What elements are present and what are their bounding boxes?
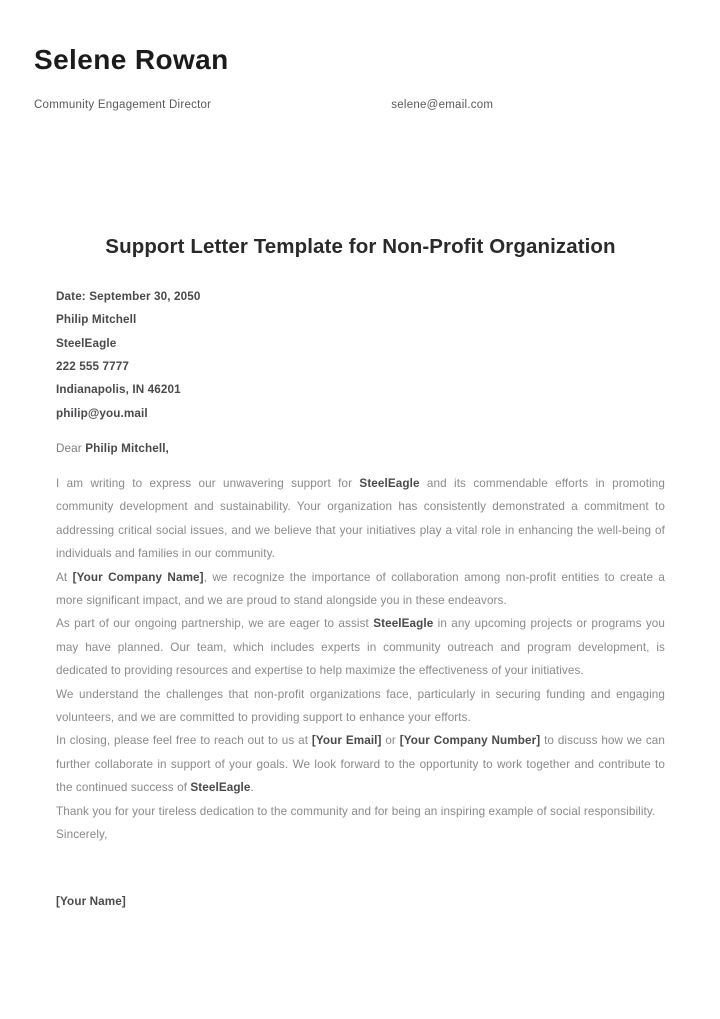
salutation-recipient-name: Philip Mitchell, <box>85 441 169 455</box>
p3-text-c: in any upcoming projects or programs you may have planned. Our team, which includes experts in community outreach and program development, is dedicated to providing resources and expertise to help maximize the effectiveness of your initiatives. <box>56 617 665 678</box>
p5-text-g: . <box>250 781 254 795</box>
p1-text-a: I am writing to express our unwavering support for <box>56 476 360 490</box>
recipient-address: Indianapolis, IN 46201 <box>56 383 181 397</box>
signature-placeholder-name: [Your Name] <box>56 895 126 909</box>
body-paragraph-5 <box>56 729 665 799</box>
letterhead-meta-row <box>34 99 664 111</box>
closing-sign-off: Sincerely, <box>56 828 108 842</box>
p5-placeholder-company-number: [Your Company Number] <box>399 734 541 748</box>
p4-text-a: We understand the challenges that non-profit organizations face, particularly in securing funding and engaging volunteers, and we are committed to providing support to enhance your efforts. <box>56 687 665 725</box>
recipient-phone: 222 555 7777 <box>56 359 129 373</box>
p5-text-c: or <box>381 734 400 748</box>
recipient-email: philip@you.mail <box>56 406 148 420</box>
p1-text-c: and its commendable efforts in promoting community development and sustainability. Your organization has consistently demonstrated a commitment to addressing critical social issues, and we believe that your initiatives play a vital role in enhancing the well-being of individuals and families in our community. <box>56 476 665 561</box>
letterhead-job-title: Community Engagement Director <box>34 99 212 112</box>
letterhead-email[interactable]: selene@email.com <box>391 99 494 112</box>
letterhead-name: Selene Rowan <box>34 44 229 75</box>
salutation-greeting: Dear <box>56 441 86 455</box>
p2-text-a: At <box>56 570 73 584</box>
document-title: Support Letter Template for Non-Profit Organization <box>105 235 616 258</box>
recipient-date: Date: September 30, 2050 <box>56 289 201 303</box>
body-paragraph-4 <box>56 683 665 730</box>
p2-placeholder-company-name: [Your Company Name] <box>72 570 204 584</box>
recipient-name: Philip Mitchell <box>56 313 137 327</box>
p5-text-a: In closing, please feel free to reach out to us at <box>56 734 312 748</box>
letter-content <box>56 232 665 926</box>
salutation <box>56 437 665 460</box>
letterhead <box>0 0 720 111</box>
p3-text-a: As part of our ongoing partnership, we are eager to assist <box>56 617 374 631</box>
p3-emphasis-company: SteelEagle <box>373 617 434 631</box>
p6-text-a: Thank you for your tireless dedication to the community and for being an inspiring example of social responsibility. <box>56 804 656 818</box>
p1-emphasis-company: SteelEagle <box>359 476 420 490</box>
body-paragraph-6 <box>56 800 665 823</box>
body-paragraph-1 <box>56 472 665 566</box>
p2-text-c: , we recognize the importance of collaboration among non-profit entities to create a more significant impact, and we are proud to stand alongside you in these endeavors. <box>56 570 666 607</box>
p5-placeholder-email: [Your Email] <box>311 734 382 748</box>
p5-emphasis-company: SteelEagle <box>190 781 251 795</box>
body-paragraph-2 <box>56 566 665 613</box>
p5-text-e: to discuss how we can further collaborate in support of your goals. We look forward to the opportunity to work together and contribute to the continued success of <box>56 734 665 795</box>
recipient-company: SteelEagle <box>56 336 117 350</box>
recipient-block <box>56 285 665 425</box>
body-paragraph-3 <box>56 612 665 682</box>
